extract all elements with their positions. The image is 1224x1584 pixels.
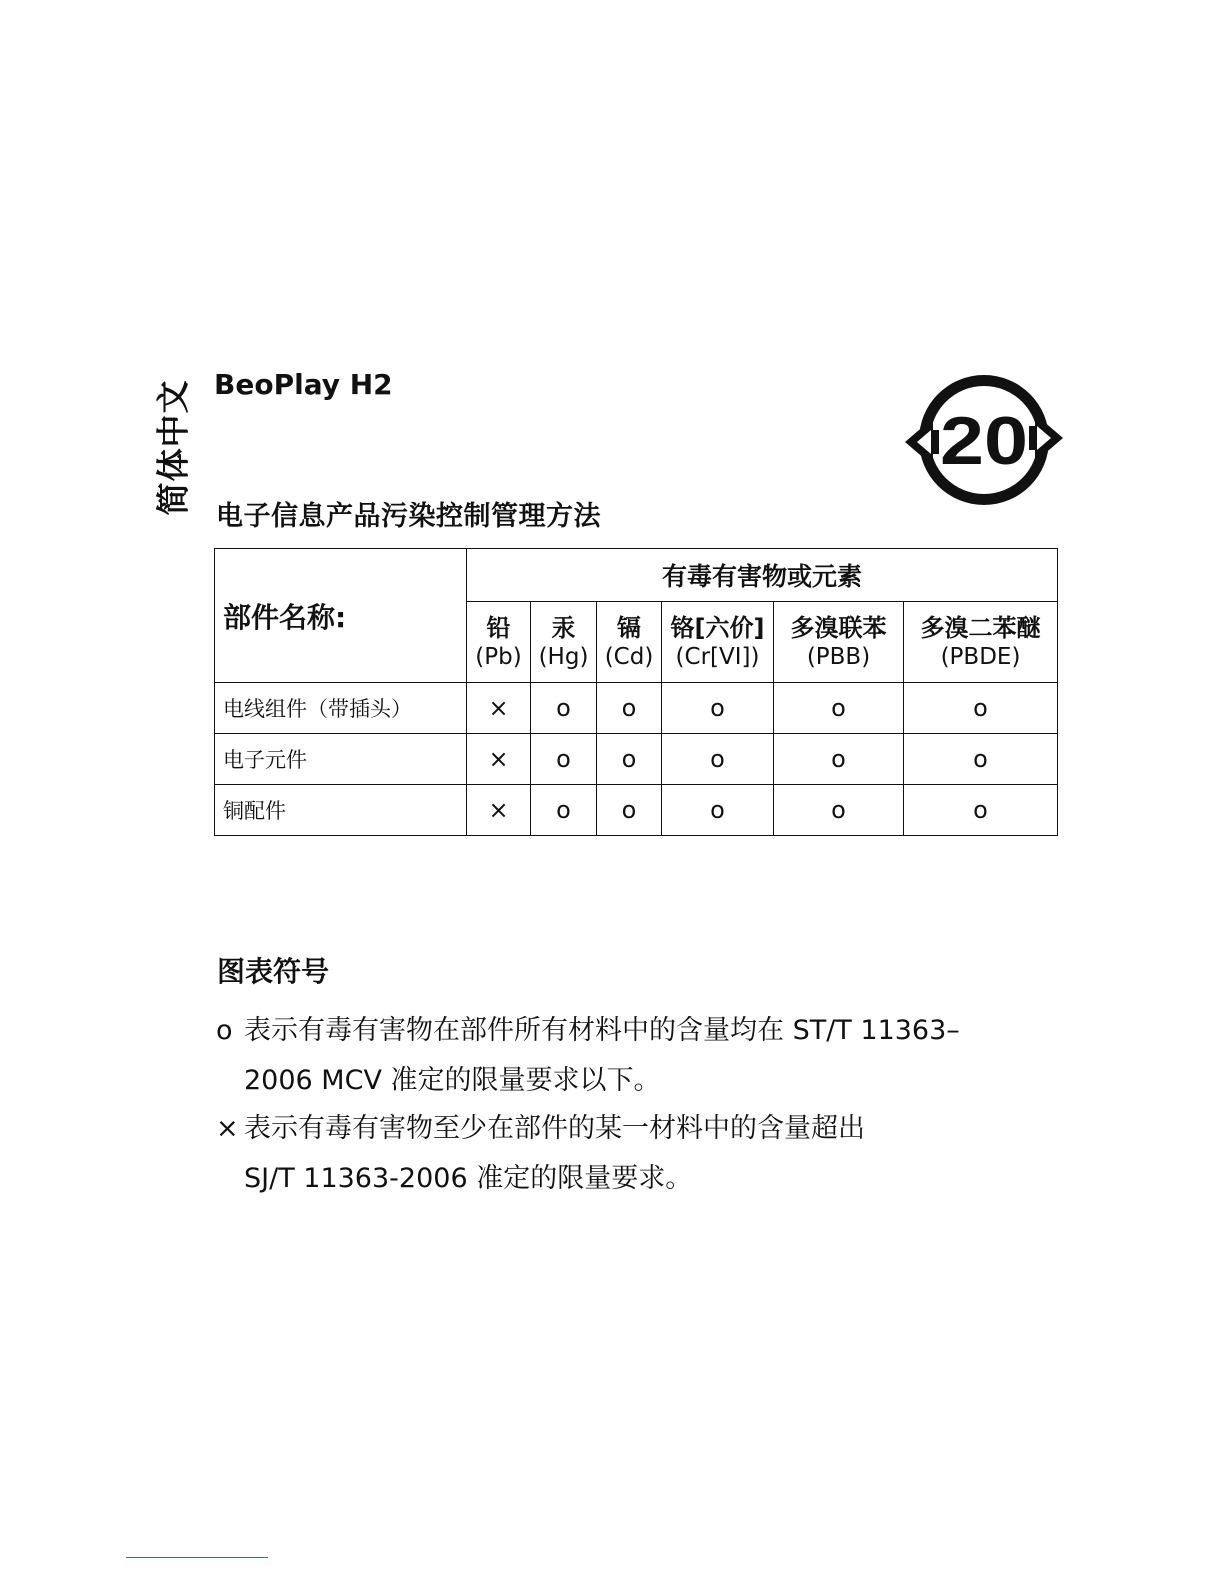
footer-rule [126,1557,268,1558]
mark-cell: o [662,785,774,836]
table-row [215,785,1058,836]
legend-text-line: 2006 MCV 准定的限量要求以下。 [244,1065,661,1096]
mark-cell: o [531,683,597,734]
efup-number: 20 [940,403,1028,479]
mark-cell: × [467,785,531,836]
mark-cell: o [597,683,662,734]
substance-header-cd: 镉 (Cd) [597,602,662,683]
efup-20-icon [903,370,1065,510]
substances-group-header: 有毒有害物或元素 [467,549,1058,602]
table-row [215,734,1058,785]
product-title: BeoPlay H2 [214,368,393,401]
substance-header-hg: 汞 (Hg) [531,602,597,683]
table-row [215,683,1058,734]
mark-cell: o [904,734,1058,785]
document-heading: 电子信息产品污染控制管理方法 [216,501,601,532]
mark-cell: × [467,734,531,785]
legend-mark: × [216,1113,239,1144]
substance-header-cr6: 铬[六价] (Cr[VI]) [662,602,774,683]
legend-text-line: 表示有毒有害物在部件所有材料中的含量均在 ST/T 11363– [244,1015,960,1046]
mark-cell: × [467,683,531,734]
language-label-text: 简体中文 [153,379,193,515]
language-side-label [146,372,196,522]
part-name-cell: 电子元件 [215,734,467,785]
legend-text-line: 表示有毒有害物至少在部件的某一材料中的含量超出 [244,1113,865,1144]
mark-cell: o [904,785,1058,836]
mark-cell: o [774,683,904,734]
legend-item-compliant [216,1006,1056,1106]
hazardous-substances-table [214,548,1058,836]
substance-header-pb: 铅 (Pb) [467,602,531,683]
mark-cell: o [662,683,774,734]
part-name-header: 部件名称: [215,549,467,683]
legend-item-exceeds [216,1104,1056,1204]
mark-cell: o [774,734,904,785]
mark-cell: o [662,734,774,785]
mark-cell: o [774,785,904,836]
substance-header-pbde: 多溴二苯醚 (PBDE) [904,602,1058,683]
mark-cell: o [597,734,662,785]
legend-mark: o [216,1015,233,1046]
legend-title: 图表符号 [217,955,330,988]
substance-header-pbb: 多溴联苯 (PBB) [774,602,904,683]
mark-cell: o [597,785,662,836]
part-name-cell: 铜配件 [215,785,467,836]
legend-text-line: SJ/T 11363-2006 准定的限量要求。 [244,1163,693,1194]
part-name-cell: 电线组件（带插头） [215,683,467,734]
mark-cell: o [904,683,1058,734]
mark-cell: o [531,785,597,836]
mark-cell: o [531,734,597,785]
